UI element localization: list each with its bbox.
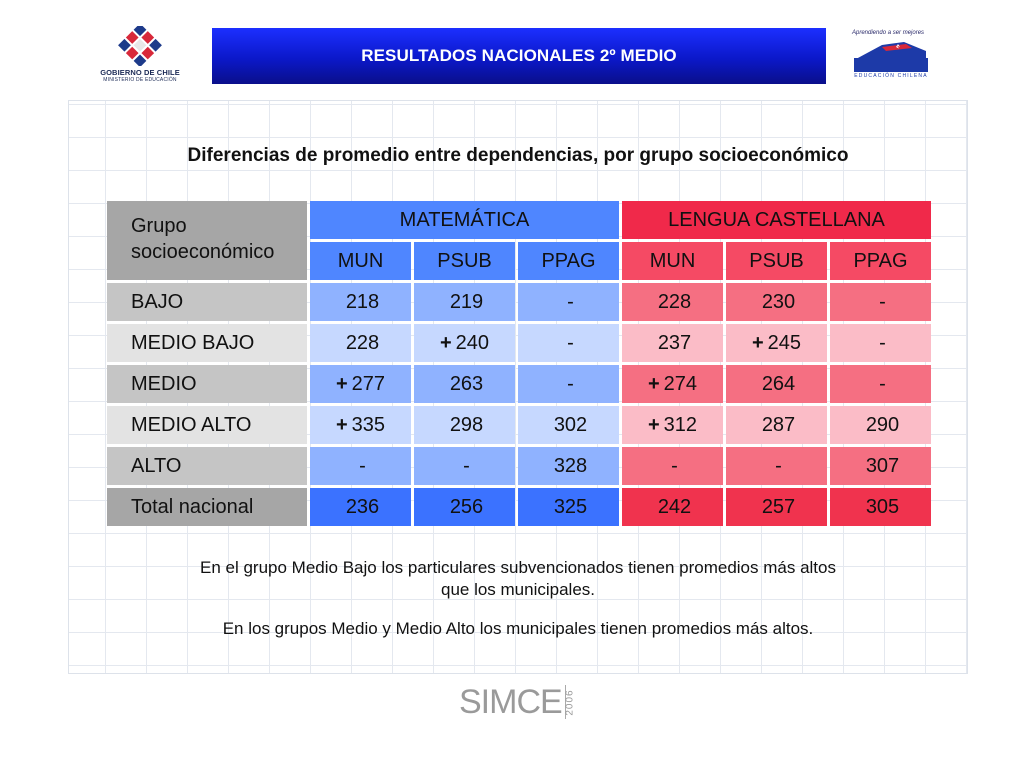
cell-lang-mun: + 274 [622,365,723,403]
row-label: MEDIO BAJO [107,324,307,362]
simce-year-box [565,685,577,719]
row-label: BAJO [107,283,307,321]
cell-math-psub: + 240 [414,324,515,362]
header-matematica: MATEMÁTICA [310,201,619,239]
cell-math-psub: 219 [414,283,515,321]
col-header-lang-mun: MUN [622,242,723,280]
edu-logo-name: EDUCACIÓN CHILENA [854,73,928,79]
table-title: Diferencias de promedio entre dependencias, por grupo socioeconómico [187,145,849,166]
page-title-banner [212,28,826,84]
gov-logo-name: GOBIERNO DE CHILE [100,68,180,77]
cell-math-ppag: - [518,324,619,362]
table-row-total-nacional [107,488,931,526]
cell-math-psub: - [414,447,515,485]
table-row-medio [107,365,931,403]
cell-lang-mun: 242 [622,488,723,526]
cell-math-ppag: - [518,365,619,403]
header-lengua-castellana: LENGUA CASTELLANA [622,201,931,239]
simce-brand: SIMCE [459,683,562,721]
cell-math-ppag: - [518,283,619,321]
cell-math-psub: 298 [414,406,515,444]
row-label: MEDIO [107,365,307,403]
cell-lang-mun: 228 [622,283,723,321]
table-row-bajo [107,283,931,321]
table-row-alto [107,447,931,485]
simce-year: 2006 [564,689,576,716]
edu-logo-tagline: Aprendiendo a ser mejores [852,30,925,36]
row-label: ALTO [107,447,307,485]
note-medio-bajo [68,557,968,601]
cell-lang-psub: + 245 [726,324,827,362]
cell-lang-ppag: - [830,283,931,321]
cell-math-ppag: 302 [518,406,619,444]
header-grupo-socioeconomico [107,201,307,280]
col-header-math-ppag: PPAG [518,242,619,280]
cell-lang-psub: 230 [726,283,827,321]
cell-math-mun: 218 [310,283,411,321]
cell-lang-ppag: - [830,324,931,362]
row-label: Total nacional [107,488,307,526]
cell-lang-ppag: 305 [830,488,931,526]
cell-lang-ppag: 290 [830,406,931,444]
page-title: RESULTADOS NACIONALES 2º MEDIO [361,46,677,65]
table-row-medio-alto [107,406,931,444]
cell-math-psub: 263 [414,365,515,403]
gov-emblem-icon [118,26,162,66]
header-grupo-line1: Grupo [131,215,187,237]
cell-math-ppag: 328 [518,447,619,485]
educacion-chilena-logo [852,30,930,80]
cell-math-mun: 236 [310,488,411,526]
simce-logo [459,682,577,722]
cell-lang-psub: 287 [726,406,827,444]
cell-math-mun: + 335 [310,406,411,444]
col-header-lang-ppag: PPAG [830,242,931,280]
col-header-math-mun: MUN [310,242,411,280]
cell-lang-mun: 237 [622,324,723,362]
cell-lang-psub: 264 [726,365,827,403]
row-label: MEDIO ALTO [107,406,307,444]
cell-math-mun: - [310,447,411,485]
cell-math-mun: + 277 [310,365,411,403]
cell-math-ppag: 325 [518,488,619,526]
cell-lang-mun: - [622,447,723,485]
cell-lang-psub: - [726,447,827,485]
gobierno-de-chile-logo [90,26,190,88]
cell-math-psub: 256 [414,488,515,526]
cell-lang-ppag: 307 [830,447,931,485]
cell-lang-psub: 257 [726,488,827,526]
col-header-lang-psub: PSUB [726,242,827,280]
table-row-medio-bajo [107,324,931,362]
col-header-math-psub: PSUB [414,242,515,280]
header-grupo-line2: socioeconómico [131,241,275,263]
note-medio-alto: En los grupos Medio y Medio Alto los municipales tienen promedios más altos. [222,619,814,638]
results-table [104,198,934,529]
cell-lang-mun: + 312 [622,406,723,444]
edu-logo-bar [854,58,928,72]
note-line-1a: En el grupo Medio Bajo los particulares subvencionados tienen promedios más altos [200,558,836,577]
gov-logo-ministry: MINISTERIO DE EDUCACIÓN [103,77,177,83]
note-line-1b: que los municipales. [440,580,596,599]
cell-lang-ppag: - [830,365,931,403]
cell-math-mun: 228 [310,324,411,362]
